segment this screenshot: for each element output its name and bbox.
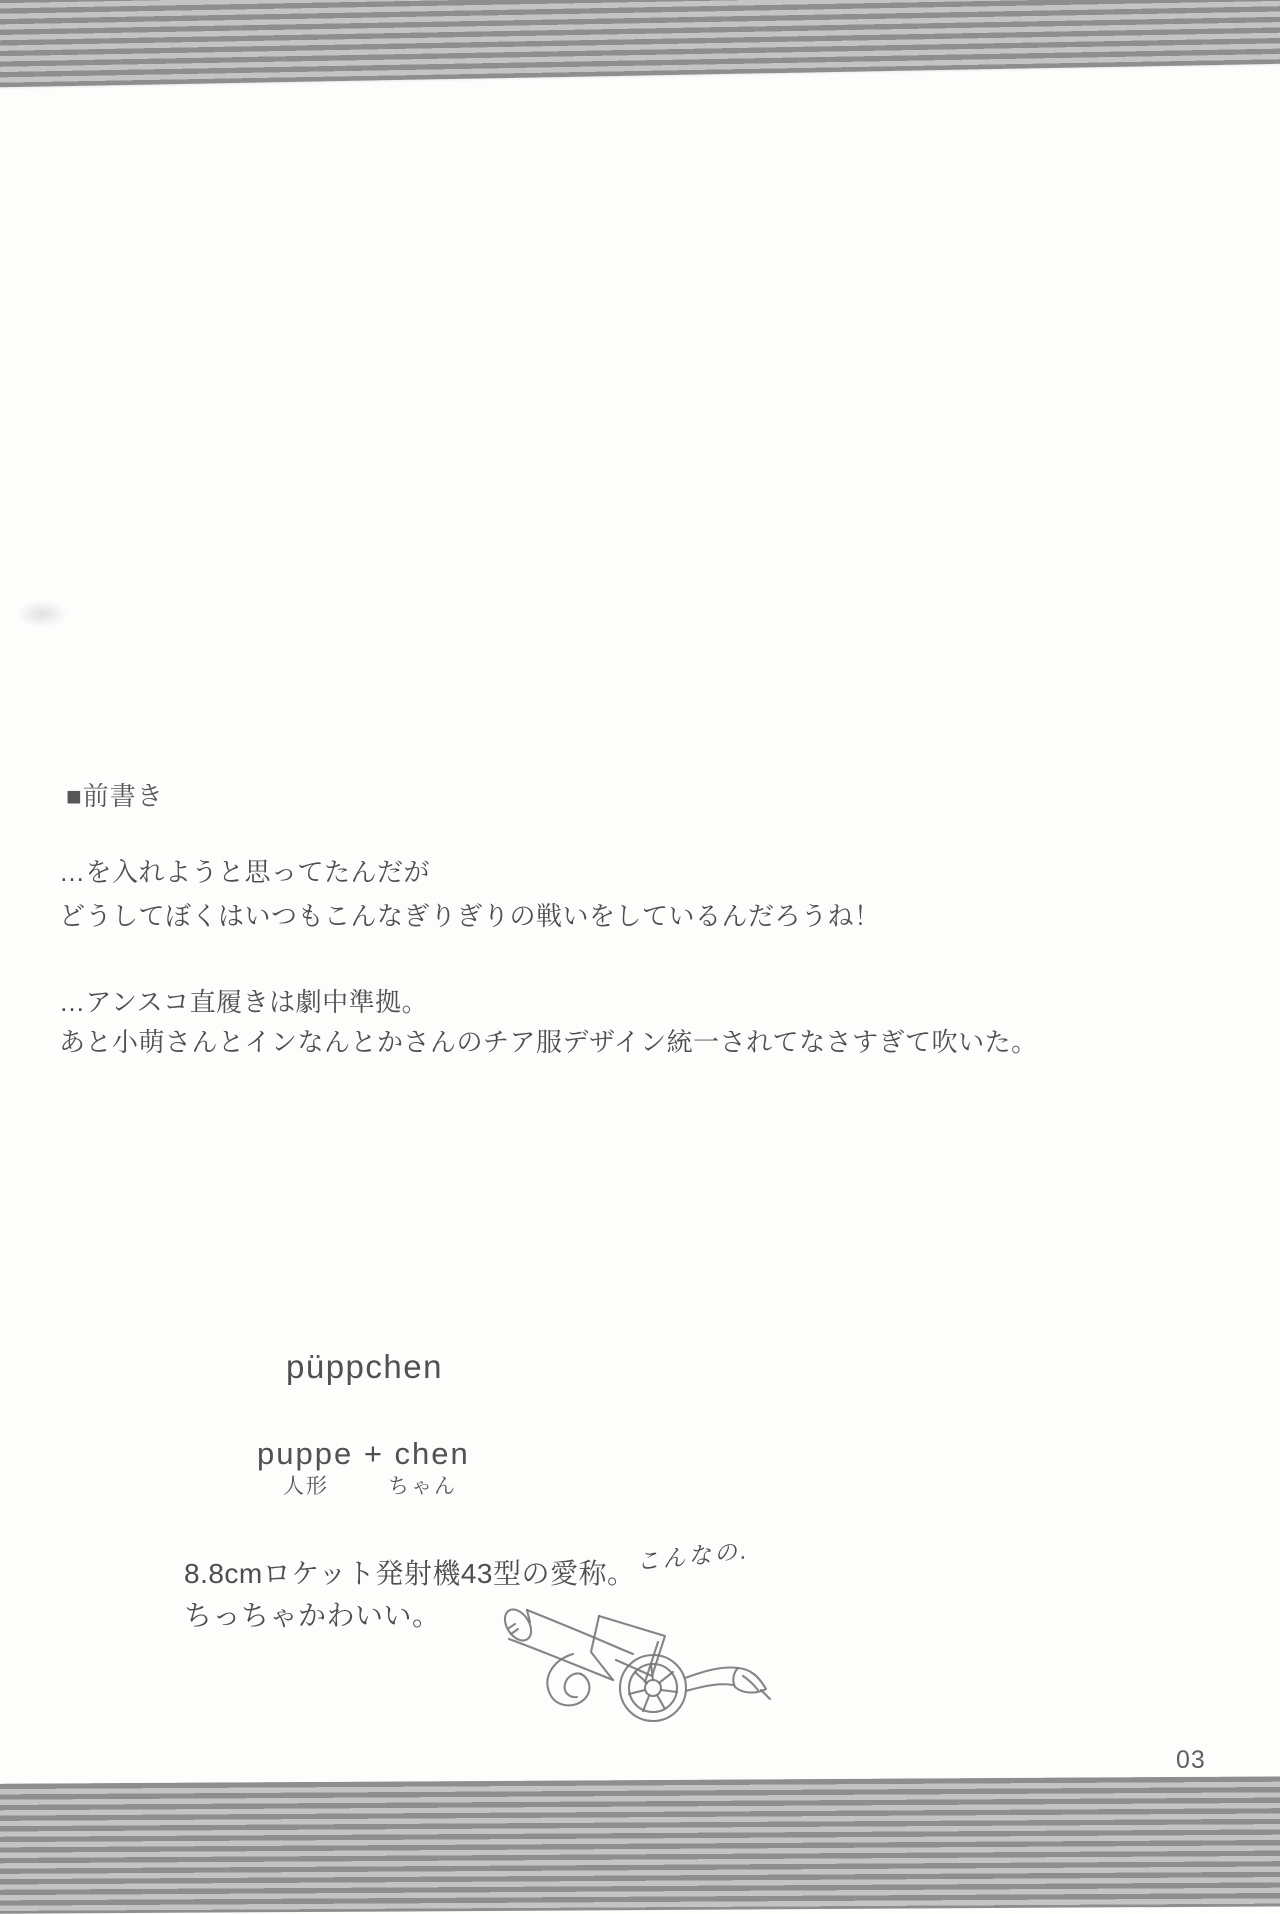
page-number: 03 <box>1176 1746 1206 1774</box>
puppchen-cannon-sketch <box>495 1596 785 1746</box>
scan-smudge-artifact <box>16 600 68 628</box>
description-line-1: 8.8cmロケット発射機43型の愛称。 <box>184 1558 636 1589</box>
title-word: püppchen <box>286 1348 443 1385</box>
preface-paragraph2-line2: あと小萌さんとインなんとかさんのチア服デザイン統一されてなさすぎて吹いた。 <box>59 1027 1038 1057</box>
gloss-puppe: 人形 <box>283 1475 329 1498</box>
preface-paragraph1-line2: どうしてぼくはいつもこんなぎりぎりの戦いをしているんだろうね！ <box>59 901 881 931</box>
preface-paragraph2-line1: …アンスコ直履きは劇中準拠。 <box>59 987 429 1017</box>
handwritten-note: こんなの. <box>635 1537 751 1575</box>
top-stripe-band <box>0 0 1280 88</box>
gloss-chen: ちゃん <box>388 1475 457 1498</box>
description-line-2: ちっちゃかわいい。 <box>184 1600 441 1631</box>
cannon-sketch-svg <box>495 1596 785 1746</box>
preface-heading: ■前書き <box>66 781 164 811</box>
preface-paragraph1-line1: …を入れようと思ってたんだが <box>59 857 431 887</box>
title-etymology: puppe + chen <box>257 1436 470 1471</box>
bottom-stripe-band <box>0 1776 1280 1914</box>
